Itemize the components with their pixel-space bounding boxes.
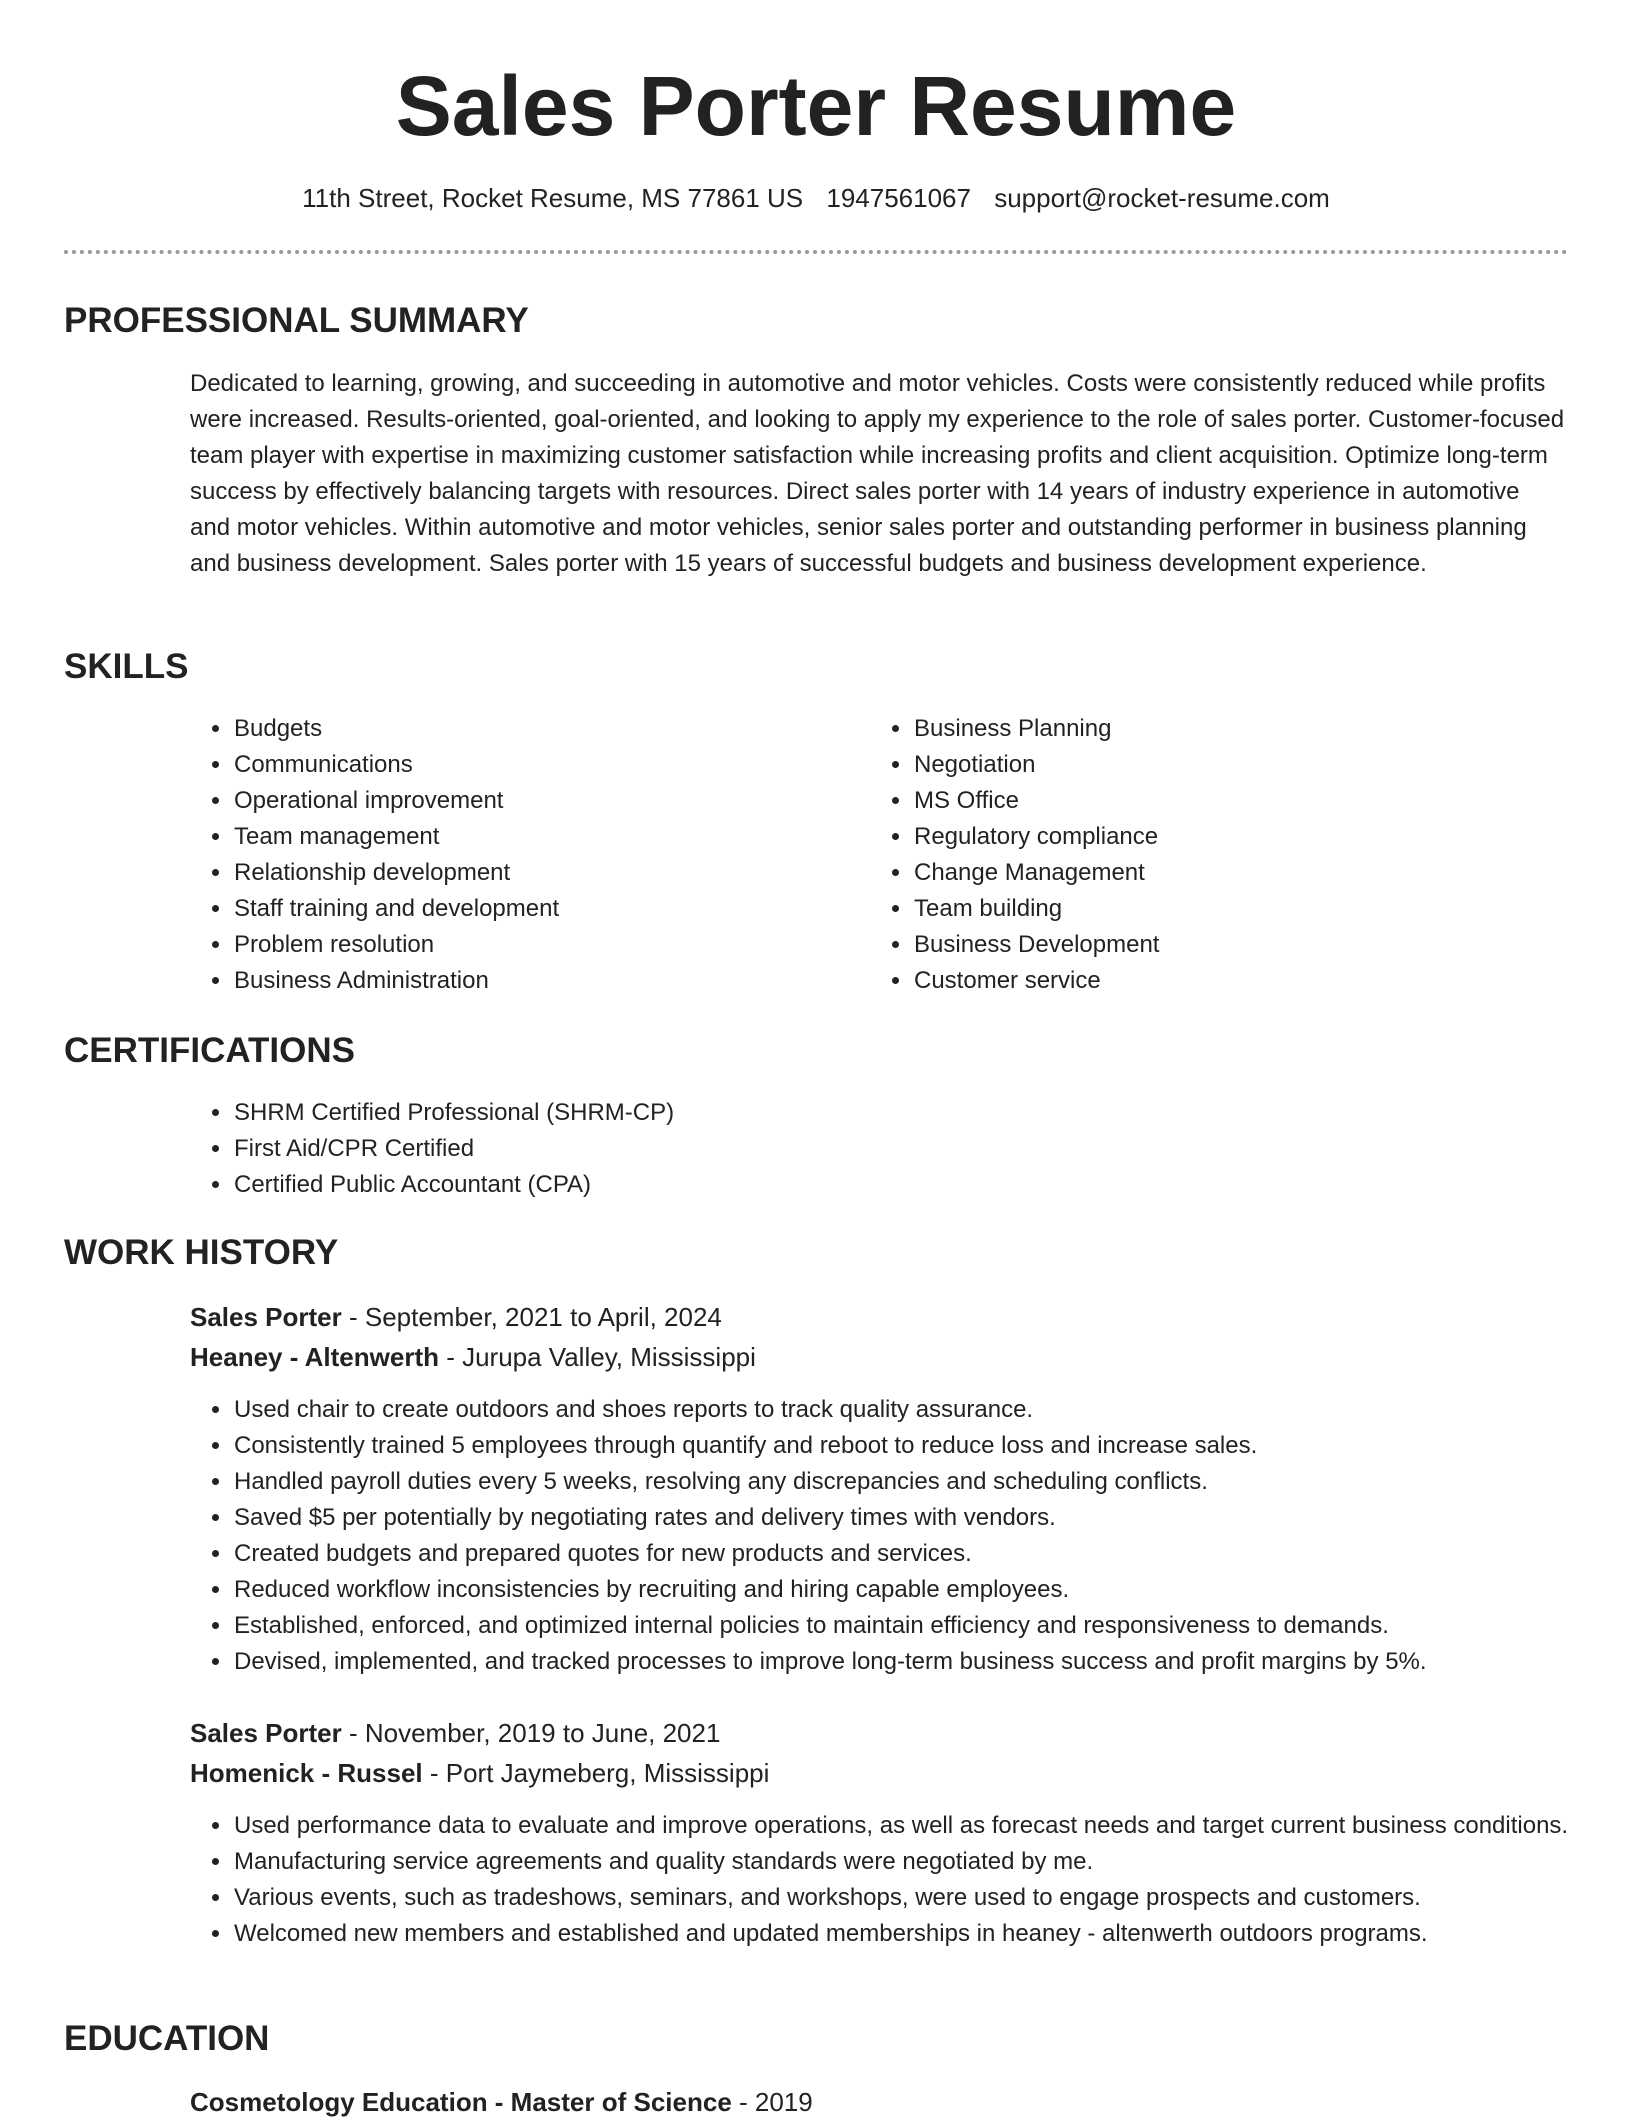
job-bullet: • Saved $5 per potentially by negotiating rates and delivery times with vendors. xyxy=(233,1500,1608,1536)
job-title-line xyxy=(190,1297,722,1337)
job-company: Homenick - Russel xyxy=(190,1758,423,1788)
job-bullet: • Handled payroll duties every 5 weeks, resolving any discrepancies and scheduling conflicts. xyxy=(233,1464,1608,1500)
contact-phone: 1947561067 xyxy=(826,183,971,213)
skill-item: • Customer service xyxy=(913,963,1533,999)
skill-item: • Team building xyxy=(913,891,1533,927)
job-company-line xyxy=(190,1753,769,1793)
job-bullet: • Devised, implemented, and tracked processes to improve long-term business success and profit margins by 5%. xyxy=(233,1644,1608,1680)
resume-title: Sales Porter Resume xyxy=(395,59,1237,153)
job-bullet: • Established, enforced, and optimized internal policies to maintain efficiency and responsiveness to demands. xyxy=(233,1608,1608,1644)
skill-item: • Business Administration xyxy=(233,963,853,999)
skill-item: • MS Office xyxy=(913,783,1533,819)
certification-item: • First Aid/CPR Certified xyxy=(233,1131,1533,1167)
education-degree: Cosmetology Education - Master of Science xyxy=(190,2087,732,2117)
skill-item: • Staff training and development xyxy=(233,891,853,927)
skill-item: • Team management xyxy=(233,819,853,855)
skills-list-right xyxy=(870,711,1533,999)
certifications-heading: CERTIFICATIONS xyxy=(64,1031,356,1070)
job-title: Sales Porter xyxy=(190,1302,342,1332)
skills-heading: SKILLS xyxy=(64,647,189,686)
skills-list-left xyxy=(190,711,853,999)
skill-item: • Regulatory compliance xyxy=(913,819,1533,855)
job-bullet: • Various events, such as tradeshows, seminars, and workshops, were used to engage prospects and customers. xyxy=(233,1880,1608,1916)
education-year: - 2019 xyxy=(731,2087,813,2117)
education-line xyxy=(190,2082,813,2122)
job-bullets xyxy=(190,1808,1608,1952)
job-bullet: • Consistently trained 5 employees through quantify and reboot to reduce loss and increase sales. xyxy=(233,1428,1608,1464)
job-bullet: • Used performance data to evaluate and improve operations, as well as forecast needs and target current business conditions. xyxy=(233,1808,1608,1844)
contact-address: 11th Street, Rocket Resume, MS 77861 US xyxy=(302,183,804,213)
job-bullet: • Used chair to create outdoors and shoes reports to track quality assurance. xyxy=(233,1392,1608,1428)
job-company-line xyxy=(190,1337,756,1377)
skill-item: • Business Development xyxy=(913,927,1533,963)
certification-item: • SHRM Certified Professional (SHRM-CP) xyxy=(233,1095,1533,1131)
summary-text: Dedicated to learning, growing, and succeeding in automotive and motor vehicles. Costs were consistently reduced while profits were increased. Results-oriented, goal-oriented, and looking to apply my experience to the role of sales porter. Customer-focused team player with expertise in maximizing customer satisfaction while increasing profits and client acquisition. Optimize long-term success by effectively balancing targets with resources. Direct sales porter with 14 years of industry experience in automotive and motor vehicles. Within automotive and motor vehicles, senior sales porter and outstanding performer in business planning and business development. Sales porter with 15 years of successful budgets and business development experience. xyxy=(190,370,1565,577)
job-bullet: • Welcomed new members and established and updated memberships in heaney - altenwerth outdoors programs. xyxy=(233,1916,1608,1952)
certifications-list xyxy=(190,1095,1533,1203)
skill-item: • Operational improvement xyxy=(233,783,853,819)
contact-email[interactable]: support@rocket-resume.com xyxy=(994,183,1330,213)
skill-item: • Business Planning xyxy=(913,711,1533,747)
skill-item: • Change Management xyxy=(913,855,1533,891)
job-title-line xyxy=(190,1713,720,1753)
header-divider xyxy=(64,250,1568,254)
job-location: - Jurupa Valley, Mississippi xyxy=(438,1342,756,1372)
skill-item: • Relationship development xyxy=(233,855,853,891)
job-bullets xyxy=(190,1392,1608,1680)
skill-item: • Communications xyxy=(233,747,853,783)
job-dates: - September, 2021 to April, 2024 xyxy=(341,1302,722,1332)
education-heading: EDUCATION xyxy=(64,2019,270,2058)
skill-item: • Negotiation xyxy=(913,747,1533,783)
work-history-heading: WORK HISTORY xyxy=(64,1233,339,1272)
summary-heading: PROFESSIONAL SUMMARY xyxy=(64,301,529,340)
job-bullet: • Reduced workflow inconsistencies by recruiting and hiring capable employees. xyxy=(233,1572,1608,1608)
job-bullet: • Manufacturing service agreements and quality standards were negotiated by me. xyxy=(233,1844,1608,1880)
job-location: - Port Jaymeberg, Mississippi xyxy=(422,1758,770,1788)
contact-line xyxy=(0,180,1632,216)
job-company: Heaney - Altenwerth xyxy=(190,1342,439,1372)
skill-item: • Budgets xyxy=(233,711,853,747)
job-title: Sales Porter xyxy=(190,1718,342,1748)
job-dates: - November, 2019 to June, 2021 xyxy=(341,1718,721,1748)
skill-item: • Problem resolution xyxy=(233,927,853,963)
certification-item: • Certified Public Accountant (CPA) xyxy=(233,1167,1533,1203)
job-bullet: • Created budgets and prepared quotes for new products and services. xyxy=(233,1536,1608,1572)
